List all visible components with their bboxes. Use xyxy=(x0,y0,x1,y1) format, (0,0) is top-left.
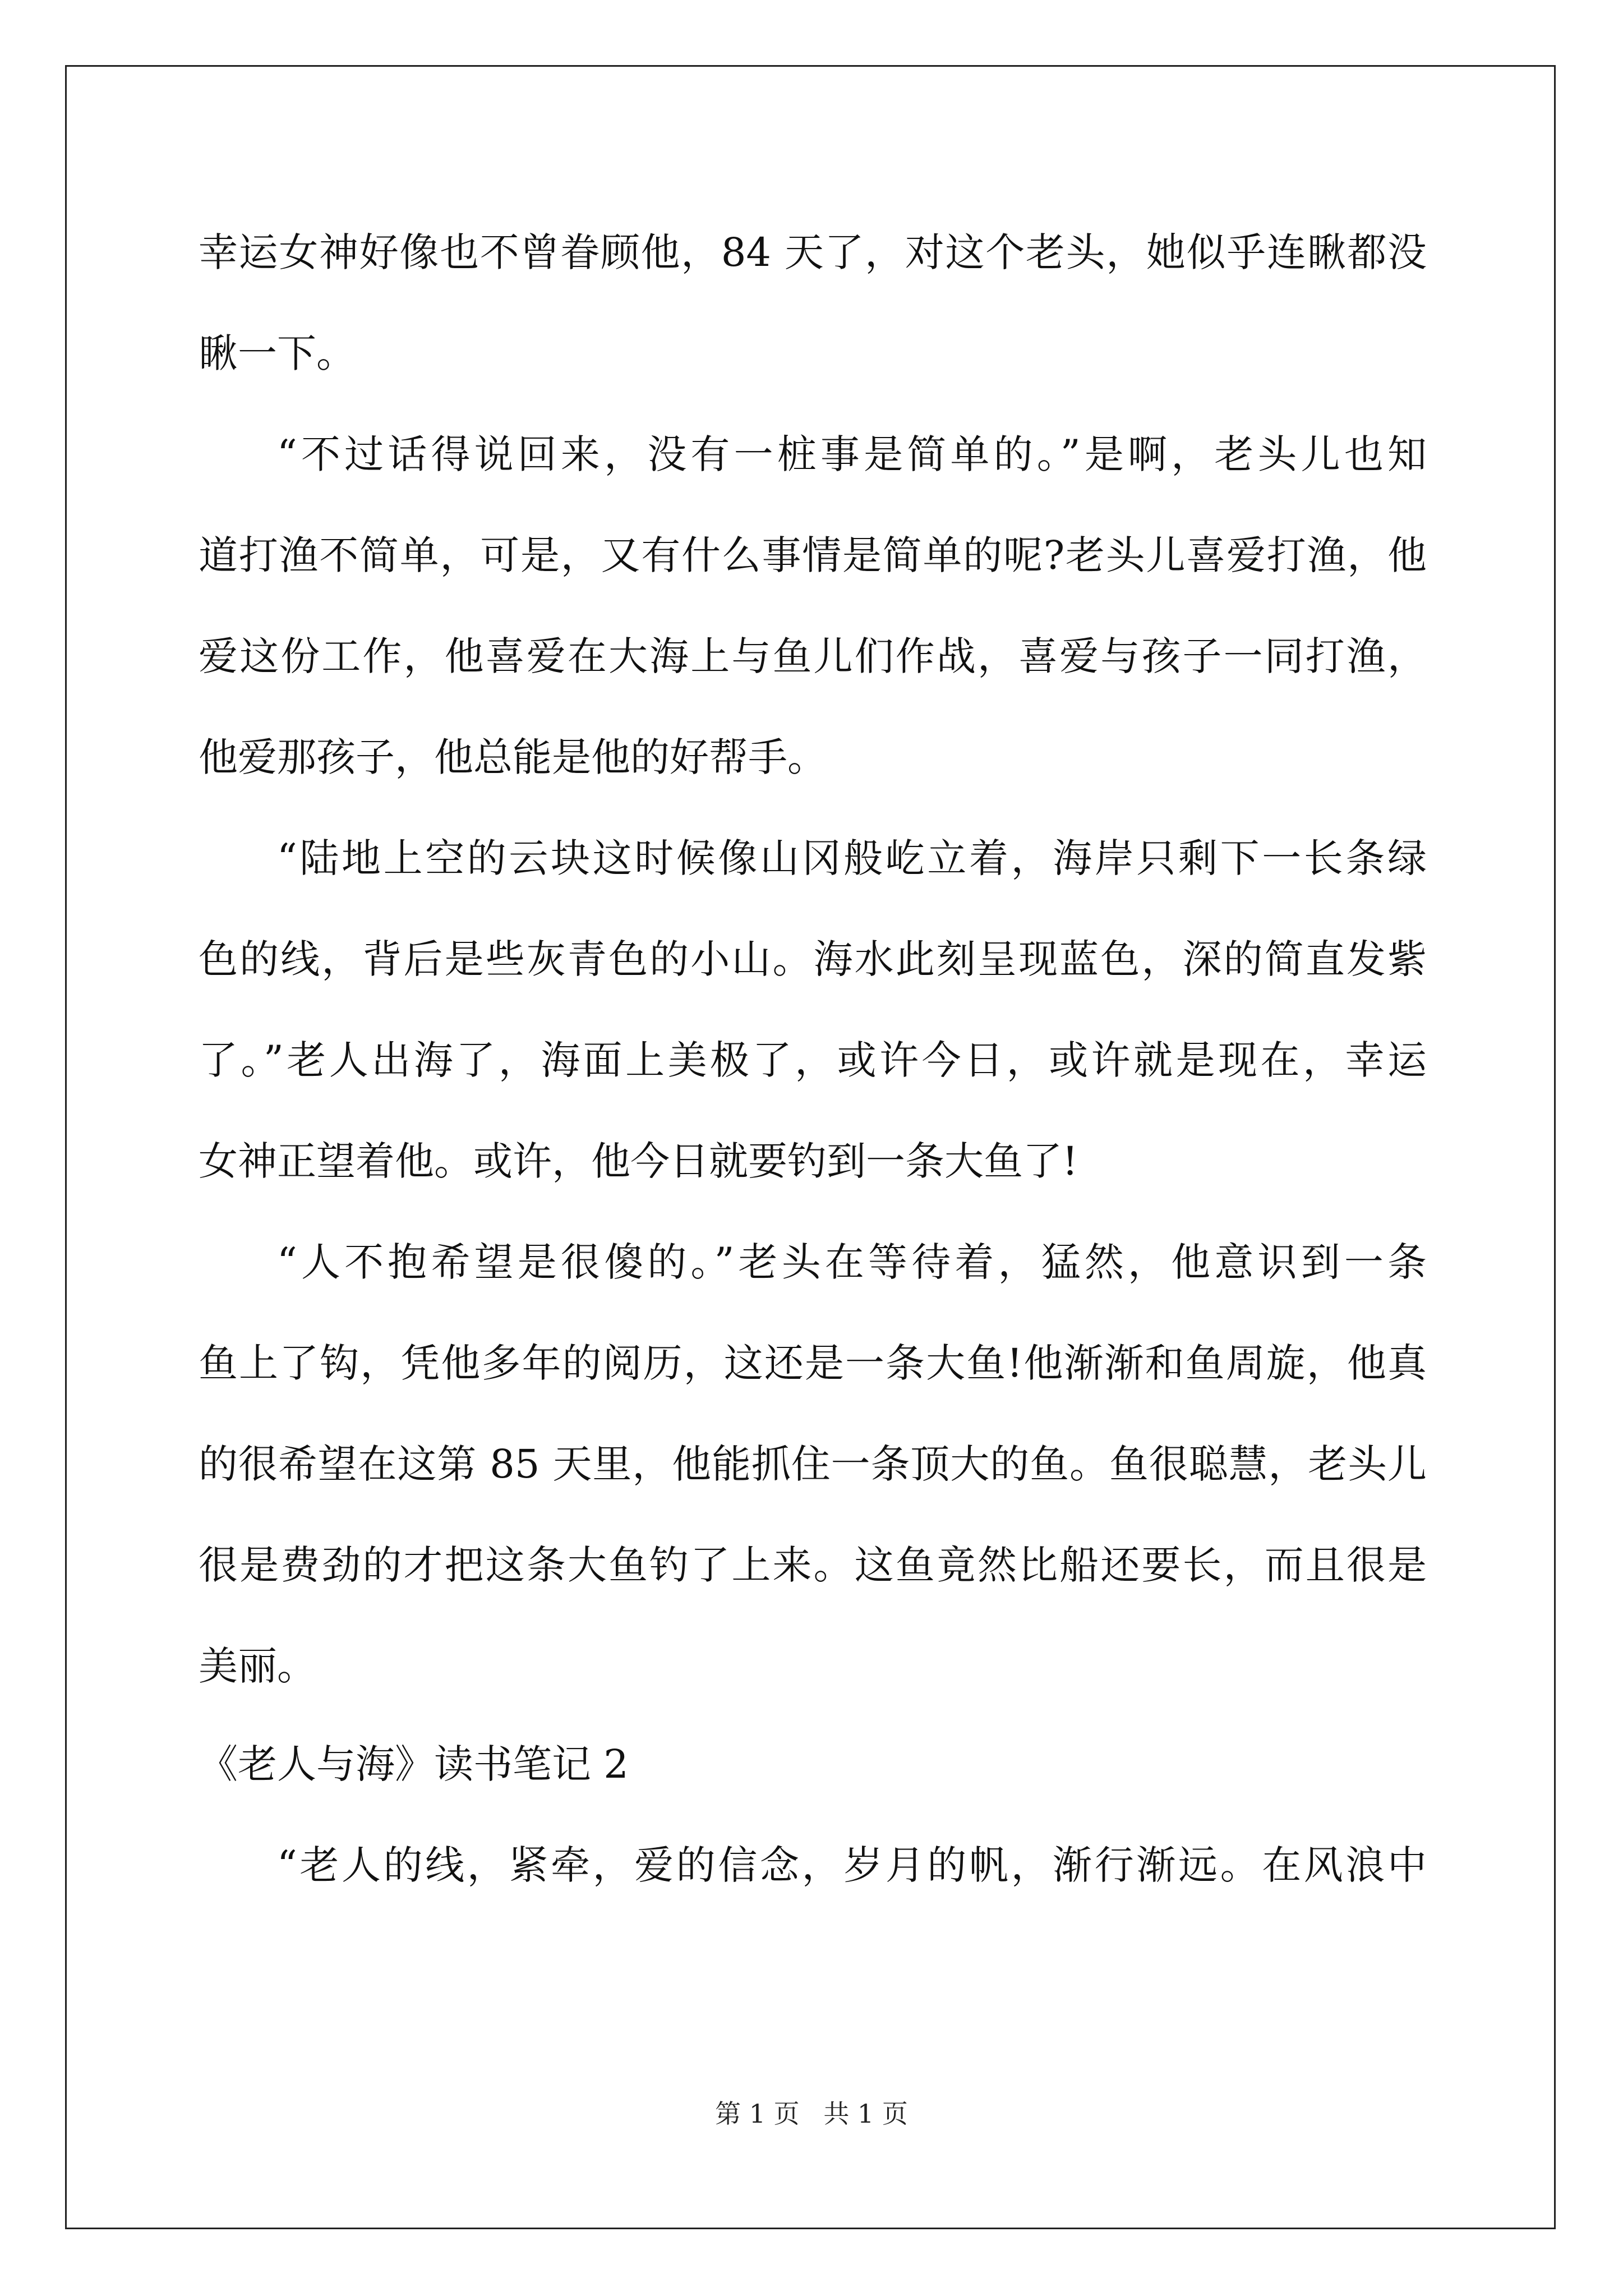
text-line: 他爱那孩子，他总能是他的好帮手。 xyxy=(199,734,827,780)
text-line: 色的线，背后是些灰青色的小山。海水此刻呈现蓝色，深的简直发紫 xyxy=(199,936,1427,982)
text-line: “陆地上空的云块这时候像山冈般屹立着，海岸只剩下一长条绿 xyxy=(277,835,1427,881)
text-line: 的很希望在这第 85 天里，他能抓住一条顶大的鱼。鱼很聪慧，老头儿 xyxy=(199,1441,1427,1487)
text-line: 了。”老人出海了，海面上美极了，或许今日，或许就是现在，幸运 xyxy=(199,1037,1427,1083)
text-line: 鱼上了钩，凭他多年的阅历，这还是一条大鱼!他渐渐和鱼周旋，他真 xyxy=(199,1340,1427,1386)
page-number: 第 1 页 xyxy=(715,2099,800,2129)
section-heading: 《老人与海》读书笔记 2 xyxy=(199,1741,629,1787)
text-line: 道打渔不简单，可是，又有什么事情是简单的呢?老头儿喜爱打渔，他 xyxy=(199,532,1427,578)
text-line: “人不抱希望是很傻的。”老头在等待着，猛然，他意识到一条 xyxy=(277,1239,1427,1285)
text-line: “不过话得说回来，没有一桩事是简单的。”是啊，老头儿也知 xyxy=(277,431,1427,477)
text-line: 瞅一下。 xyxy=(199,330,356,376)
text-line: “老人的线，紧牵，爱的信念，岁月的帆，渐行渐远。在风浪中 xyxy=(277,1842,1427,1888)
text-line: 幸运女神好像也不曾眷顾他，84 天了，对这个老头，她似乎连瞅都没 xyxy=(199,229,1427,275)
text-line: 很是费劲的才把这条大鱼钓了上来。这鱼竟然比船还要长，而且很是 xyxy=(199,1542,1427,1588)
text-line: 美丽。 xyxy=(199,1643,316,1689)
page-footer xyxy=(0,2097,1623,2131)
page-total: 共 1 页 xyxy=(823,2099,908,2129)
text-line: 爱这份工作，他喜爱在大海上与鱼儿们作战，喜爱与孩子一同打渔， xyxy=(199,633,1427,679)
text-line: 女神正望着他。或许，他今日就要钓到一条大鱼了! xyxy=(199,1138,1078,1184)
